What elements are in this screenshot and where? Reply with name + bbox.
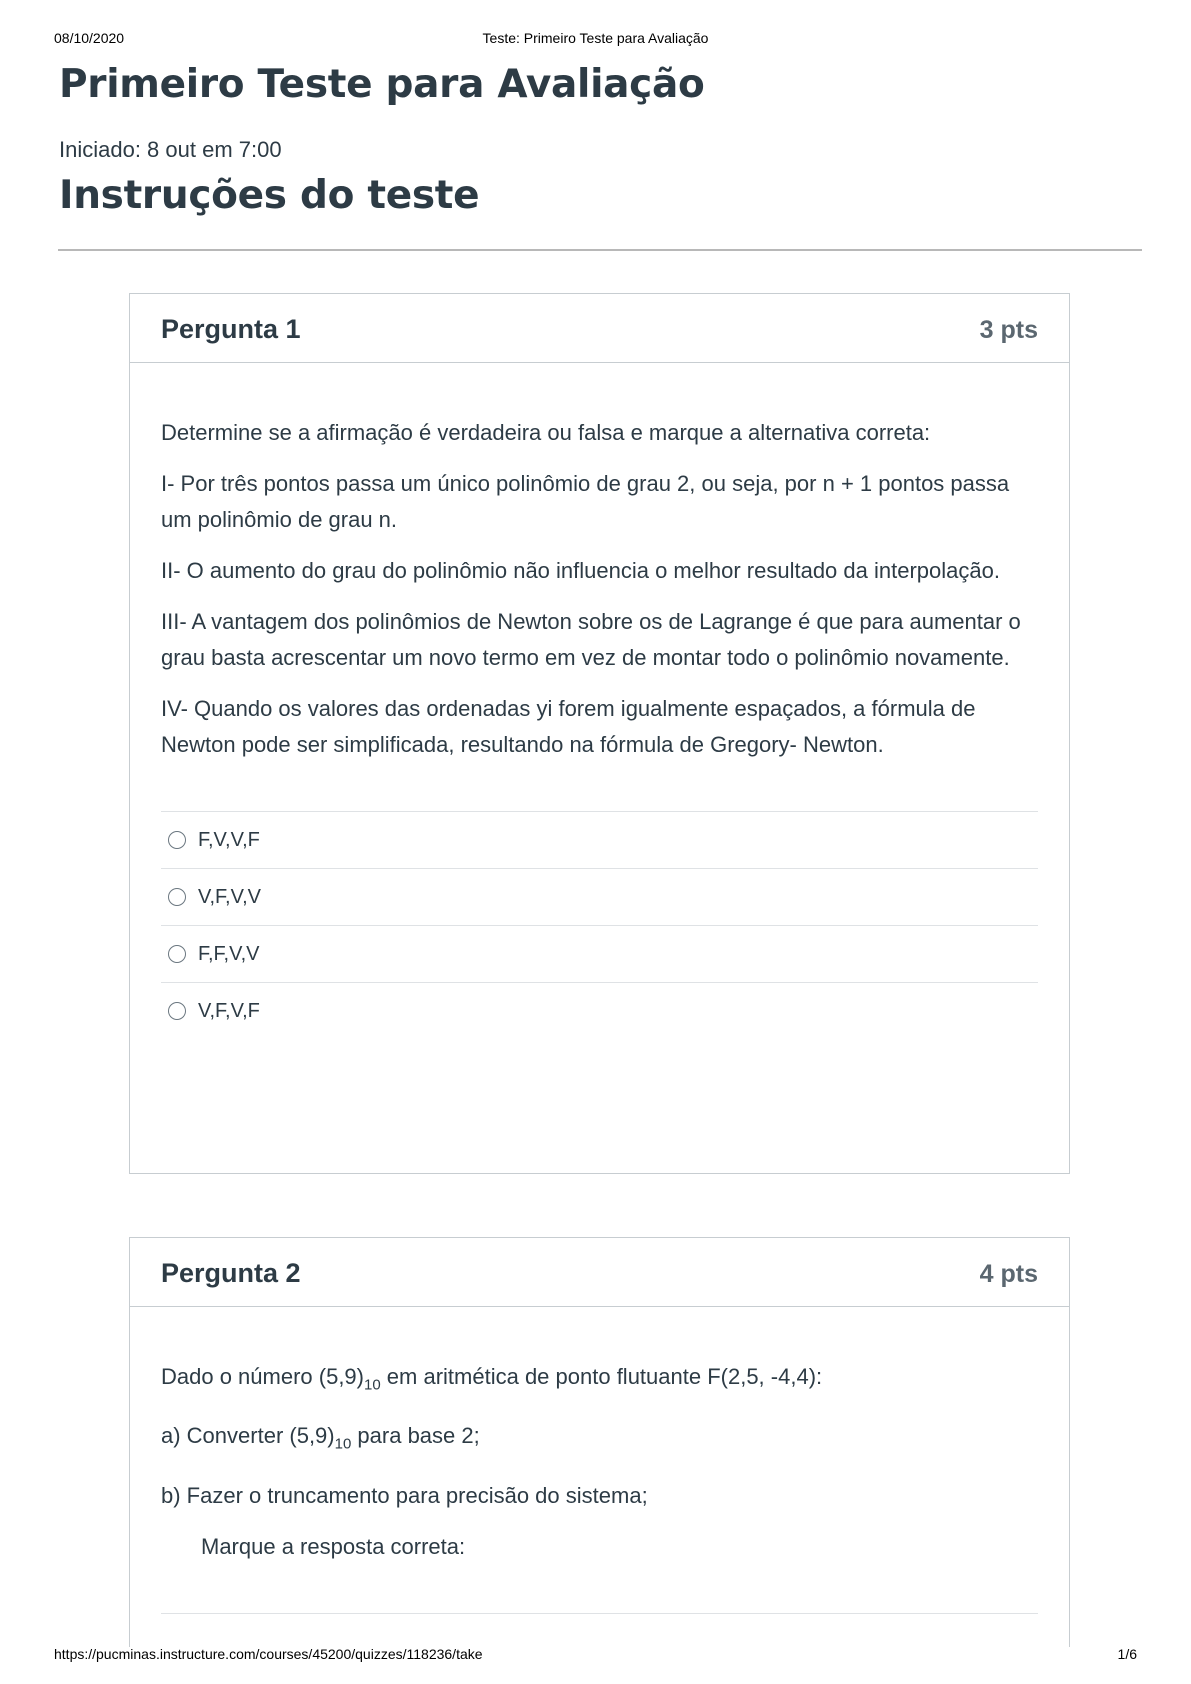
question-body: [130, 1307, 1069, 1614]
print-url: https://pucminas.instructure.com/courses/45200/quizzes/118236/take: [54, 1646, 483, 1662]
answer-label: V,F,V,V: [198, 885, 262, 908]
question-name: Pergunta 2: [161, 1258, 301, 1288]
quiz-title: Primeiro Teste para Avaliação: [59, 62, 705, 107]
answer-option-1[interactable]: [161, 812, 1038, 869]
answer-option-3[interactable]: [161, 926, 1038, 983]
header-divider: [58, 249, 1142, 251]
print-header: [54, 30, 1137, 48]
answer-label: F,V,V,F: [198, 828, 260, 851]
radio-button[interactable]: [168, 888, 186, 906]
statement-1: I- Por três pontos passa um único polinômio de grau 2, ou seja, por n + 1 pontos passa um polinômio de grau n.: [161, 471, 1010, 532]
question-points: 3 pts: [979, 316, 1038, 344]
statement-2: II- O aumento do grau do polinômio não influencia o melhor resultado da interpolação.: [161, 558, 1000, 583]
instructions-title: Instruções do teste: [59, 173, 480, 218]
answer-option-2[interactable]: [161, 869, 1038, 926]
question-1: [129, 293, 1070, 1174]
print-footer: [54, 1646, 1137, 1664]
radio-button[interactable]: [168, 831, 186, 849]
question-prompt: [161, 1359, 1038, 1403]
print-doc-title: Teste: Primeiro Teste para Avaliação: [482, 30, 709, 46]
question-header: [130, 294, 1069, 363]
prompt-subscript: 10: [364, 1376, 381, 1394]
radio-button[interactable]: [168, 1002, 186, 1020]
radio-button[interactable]: [168, 945, 186, 963]
print-date: 08/10/2020: [54, 30, 125, 46]
quiz-started-time: Iniciado: 8 out em 7:00: [59, 137, 282, 162]
question-name: Pergunta 1: [161, 314, 301, 344]
item-a-pre: a) Converter (5,9): [161, 1423, 335, 1449]
answer-label: F,F,V,V: [198, 942, 260, 965]
question-body: [130, 363, 1069, 1039]
statement-3: III- A vantagem dos polinômios de Newton sobre os de Lagrange é que para aumentar o grau basta acrescentar um novo termo em vez de montar todo o polinômio novamente.: [161, 609, 1021, 670]
print-page-number: 1/6: [1117, 1646, 1137, 1662]
answer-list: [161, 811, 1038, 1039]
question-text: [161, 1359, 1038, 1565]
question-header: [130, 1238, 1069, 1307]
prompt-pre: Dado o número (5,9): [161, 1364, 364, 1389]
answer-label: V,F,V,F: [198, 999, 260, 1022]
answer-option-4[interactable]: [161, 983, 1038, 1039]
question-2: [129, 1237, 1070, 1647]
statement-4: IV- Quando os valores das ordenadas yi forem igualmente espaçados, a fórmula de Newton pode ser simplificada, resultando na fórmula de Gregory- Newton.: [161, 696, 976, 757]
question-text: [161, 415, 1038, 763]
answer-list: [161, 1613, 1038, 1614]
item-a: [161, 1418, 1038, 1462]
item-b: b) Fazer o truncamento para precisão do sistema;: [161, 1482, 648, 1508]
question-prompt: Determine se a afirmação é verdadeira ou falsa e marque a alternativa correta:: [161, 420, 931, 445]
item-a-subscript: 10: [334, 1435, 352, 1453]
item-a-post: para base 2;: [351, 1423, 480, 1449]
answer-instruction: Marque a resposta correta:: [201, 1533, 466, 1559]
prompt-post: em aritmética de ponto flutuante F(2,5, -4,4):: [380, 1364, 823, 1389]
question-points: 4 pts: [979, 1260, 1038, 1288]
